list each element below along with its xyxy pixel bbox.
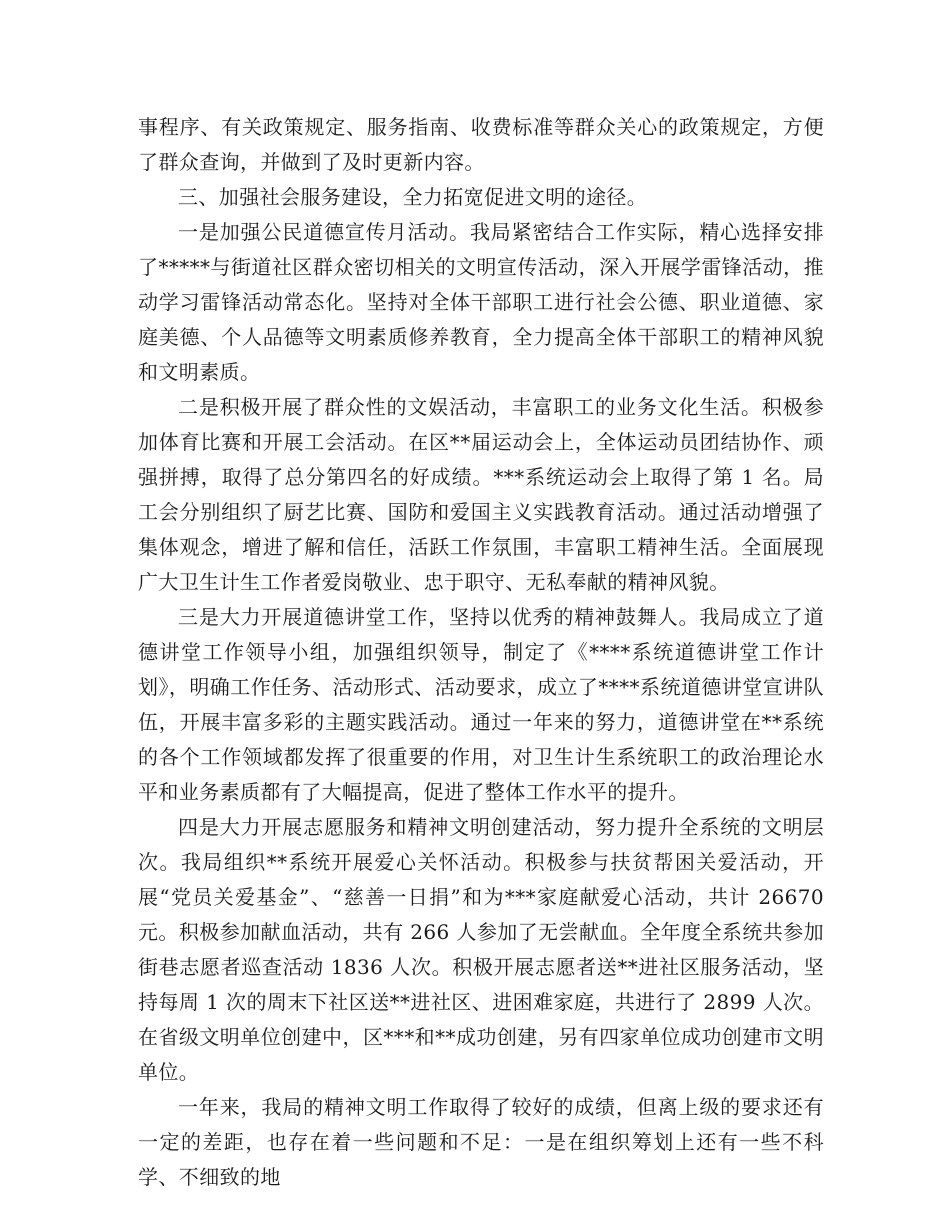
paragraph-volunteer-service: 四是大力开展志愿服务和精神文明创建活动，努力提升全系统的文明层次。我局组织**系统开展爱心关怀活动。积极参与扶贫帮困关爱活动，开展“党员关爱基金”、“慈善一日捐”和为***家庭献爱心活动，共计 26670 元。积极参加献血活动，共有 266 人参加了无尝献血。全年度全系统共参加街巷志愿者巡查活动 1836 人次。积极开展志愿者送**进社区服务活动，坚持每周 1 次的周末下社区送**进社区、进困难家庭，共进行了 2899 人次。在省级文明单位创建中，区***和**成功创建，另有四家单位成功创建市文明单位。 (138, 815, 824, 1084)
document-body (138, 110, 824, 1195)
paragraph-summary: 一年来，我局的精神文明工作取得了较好的成绩，但离上级的要求还有一定的差距，也存在着一些问题和不足：一是在组织筹划上还有一些不科学、不细致的地 (138, 1095, 824, 1189)
section-heading: 三、加强社会服务建设，全力拓宽促进文明的途径。 (178, 185, 648, 209)
paragraph-cultural-activities: 二是积极开展了群众性的文娱活动，丰富职工的业务文化生活。积极参加体育比赛和开展工会活动。在区**届运动会上，全体运动员团结协作、顽强拼搏，取得了总分第四名的好成绩。***系统运动会上取得了第 1 名。局工会分别组织了厨艺比赛、国防和爱国主义实践教育活动。通过活动增强了集体观念，增进了解和信任，活跃工作氛围，丰富职工精神生活。全面展现广大卫生计生工作者爱岗敬业、忠于职守、无私奉献的精神风貌。 (138, 395, 824, 594)
paragraph-moral-education: 一是加强公民道德宣传月活动。我局紧密结合工作实际，精心选择安排了*****与街道社区群众密切相关的文明宣传活动，深入开展学雷锋活动，推动学习雷锋活动常态化。坚持对全体干部职工进行社会公德、职业道德、家庭美德、个人品德等文明素质修养教育，全力提高全体干部职工的精神风貌和文明素质。 (138, 220, 824, 384)
paragraph-continued: 事程序、有关政策规定、服务指南、收费标准等群众关心的政策规定，方便了群众查询，并做到了及时更新内容。 (138, 115, 824, 174)
paragraph-moral-lecture: 三是大力开展道德讲堂工作，坚持以优秀的精神鼓舞人。我局成立了道德讲堂工作领导小组，加强组织领导，制定了《****系统道德讲堂工作计划》，明确工作任务、活动形式、活动要求，成立了****系统道德讲堂宣讲队伍，开展丰富多彩的主题实践活动。通过一年来的努力，道德讲堂在**系统的各个工作领域都发挥了很重要的作用，对卫生计生系统职工的政治理论水平和业务素质都有了大幅提高，促进了整体工作水平的提升。 (138, 605, 824, 804)
